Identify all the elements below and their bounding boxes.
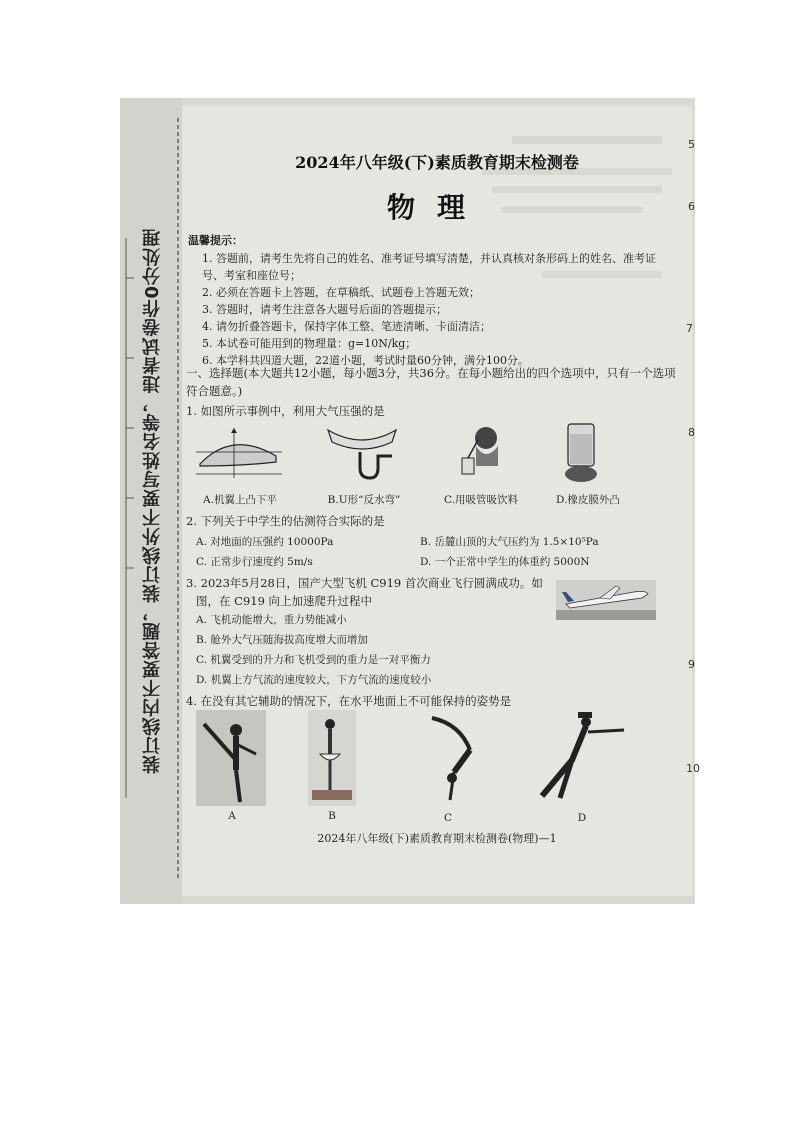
q2-option-b: B. 岳麓山顶的大气压约为 1.5×10⁵Pa — [420, 536, 599, 548]
q1-option-b: B.U形“反水弯” — [327, 494, 401, 506]
q4-label-d: D — [577, 812, 587, 824]
notice-item: 3. 答题时，请考生注意各大题号后面的答题提示； — [202, 303, 447, 316]
exam-page — [182, 106, 692, 896]
subject-title: 物理 — [386, 191, 487, 224]
right-edge-digit: 5 — [688, 138, 695, 151]
notice-list — [202, 250, 662, 369]
right-edge-digit: 6 — [688, 200, 695, 213]
binding-warning: 装订线内不要答题，装订线外不要写姓名等，违者试卷作0分处理 — [142, 228, 163, 774]
exam-title: 2024年八年级(下)素质教育期末检测卷 — [295, 153, 579, 172]
notice-item: 2. 必须在答题卡上答题，在草稿纸、试题卷上答题无效； — [202, 286, 480, 299]
notice-item: 5. 本试卷可能用到的物理量：g=10N/kg； — [202, 337, 417, 350]
right-edge-digit: 7 — [686, 322, 693, 335]
q4-label-c: C — [443, 812, 453, 824]
pose-c-photo — [414, 714, 484, 804]
wing-figure — [192, 422, 288, 482]
question-2-stem: 2. 下列关于中学生的估测符合实际的是 — [186, 514, 385, 528]
pose-b-photo — [308, 710, 356, 806]
q3-option-b: B. 舱外大气压随海拔高度增大而增加 — [196, 634, 368, 646]
q1-option-a: A.机翼上凸下平 — [203, 494, 277, 506]
q2-option-c: C. 正常步行速度约 5m/s — [196, 556, 313, 568]
right-edge-digit: 8 — [688, 426, 695, 439]
q3-option-d: D. 机翼上方气流的速度较大，下方气流的速度较小 — [196, 674, 432, 686]
document-photo — [120, 98, 695, 904]
right-edge-digit: 10 — [686, 762, 700, 775]
q4-label-b: B — [328, 810, 336, 822]
section-heading: 一、选择题(本大题共12小题，每小题3分，共36分。在每小题给出的四个选项中，只有一个选项符合题意。) — [186, 366, 676, 398]
question-4-stem: 4. 在没有其它辅助的情况下，在水平地面上不可能保持的姿势是 — [186, 694, 512, 708]
right-edge-digit: 9 — [688, 658, 695, 671]
notice-item: 4. 请勿折叠答题卡，保持字体工整、笔迹清晰、卡面清洁； — [202, 320, 491, 333]
pose-d-photo — [532, 710, 632, 802]
q1-option-c: C.用吸管吸饮料 — [444, 494, 518, 506]
q4-label-a: A — [228, 810, 236, 822]
question-1-stem: 1. 如图所示事例中，利用大气压强的是 — [186, 404, 385, 418]
sink-trap-figure — [322, 420, 402, 486]
binding-margin — [120, 98, 182, 904]
q3-option-a: A. 飞机动能增大，重力势能减小 — [196, 614, 347, 626]
q1-option-d: D.橡皮膜外凸 — [556, 494, 620, 506]
question-3-stem-cont: 图，在 C919 向上加速爬升过程中 — [196, 594, 373, 608]
notice-item: 6. 本学科共四道大题，22道小题，考试时量60分钟，满分100分。 — [202, 354, 529, 367]
airplane-photo — [556, 580, 656, 620]
pose-a-photo — [196, 710, 266, 806]
question-3-stem: 3. 2023年5月28日，国产大型飞机 C919 首次商业飞行圆满成功。如 — [186, 576, 543, 590]
notice-item: 1. 答题前，请考生先将自己的姓名、准考证号填写清楚，并认真核对条形码上的姓名、准考证号、考室和座位号； — [202, 252, 656, 282]
q2-option-d: D. 一个正常中学生的体重约 5000N — [420, 556, 590, 568]
straw-figure — [450, 422, 510, 482]
page-footer: 2024年八年级(下)素质教育期末检测卷(物理)—1 — [317, 832, 557, 845]
q2-option-a: A. 对地面的压强约 10000Pa — [196, 536, 334, 548]
membrane-figure — [558, 418, 608, 488]
notice-heading: 温馨提示： — [188, 234, 243, 247]
q3-option-c: C. 机翼受到的升力和飞机受到的重力是一对平衡力 — [196, 654, 431, 666]
